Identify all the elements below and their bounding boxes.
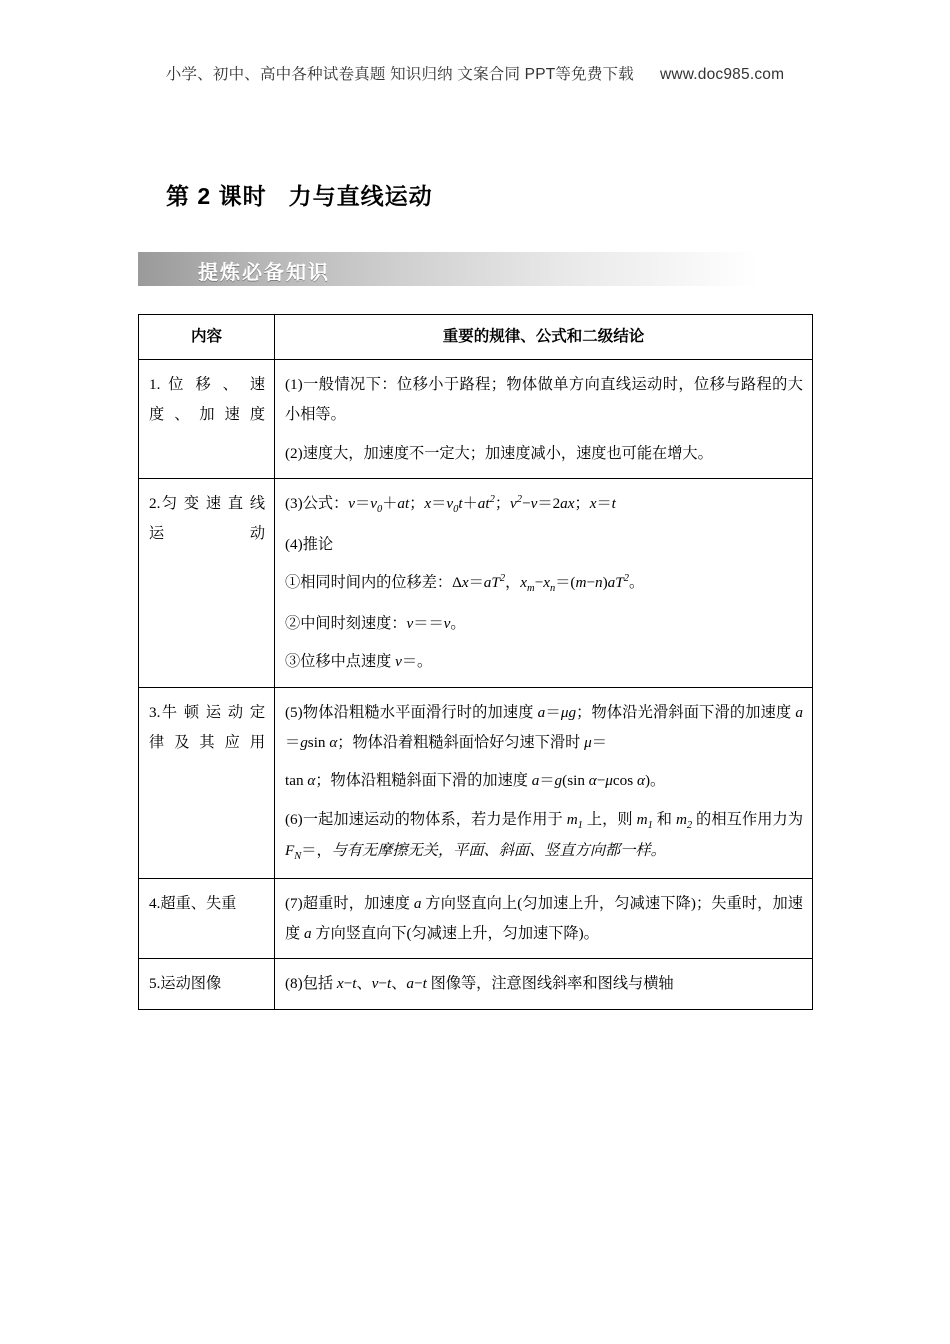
row-label: 3.牛 顿 运 动 定律及其应用 [139, 688, 275, 879]
table-row [139, 878, 813, 958]
table-row [139, 479, 813, 688]
lesson-name: 力与直线运动 [288, 183, 433, 209]
row-label: 1. 位 移 、 速 度、加速度 [139, 360, 275, 479]
row-paragraph-newton-a: (5)物体沿粗糙水平面滑行时的加速度 a＝μg；物体沿光滑斜面下滑的加速度 a＝gsin α；物体沿着粗糙斜面恰好匀速下滑时 μ＝ [285, 704, 804, 751]
row-paragraph-mid-position-velocity: ③位移中点速度 v＝。 [285, 653, 433, 671]
table-row [139, 688, 813, 879]
row-paragraph: (2)速度大，加速度不一定大；加速度减小，速度也可能在增大。 [285, 444, 713, 462]
row-paragraph: (4)推论 [285, 535, 334, 553]
lesson-number: 第 2 课时 [166, 183, 267, 209]
page-header-note [0, 62, 950, 84]
table-header-row [139, 315, 813, 360]
row-label: 5.运动图像 [139, 959, 275, 1010]
column-header-content: 内容 [139, 315, 275, 360]
column-header-rules: 重要的规律、公式和二级结论 [275, 315, 813, 360]
row-paragraph-formula: (3)公式：$v=v_0+at$；$x=v_0t+at^2$；$v^2-v=2ax$；x＝t [285, 494, 616, 516]
row-paragraph-newton-b: tan α；物体沿粗糙斜面下滑的加速度 a＝g(sin α−μcos α)。 [285, 772, 666, 790]
row-paragraph-displacement-diff: ①相同时间内的位移差：$\Delta x=aT^2$，$x_m-x_n=(m-n)aT^2$。 [285, 573, 645, 595]
row-label: 2.匀 变 速 直 线运动 [139, 479, 275, 688]
table-row [139, 959, 813, 1010]
row-content [275, 479, 813, 688]
row-paragraph: (1)一般情况下：位移小于路程；物体做单方向直线运动时，位移与路程的大小相等。 [285, 376, 803, 423]
banner-label: 提炼必备知识 [198, 262, 330, 284]
section-banner [138, 252, 758, 286]
knowledge-table [138, 314, 813, 1010]
header-site-url: www.doc985.com [659, 66, 785, 83]
table-row [139, 360, 813, 479]
page-title [166, 178, 433, 211]
row-label: 4.超重、失重 [139, 878, 275, 958]
row-paragraph-newton-c: (6)一起加速运动的物体系，若力是作用于 $m_1$ 上，则 $m_1$ 和 $m_2$ 的相互作用力为 $F_N=$，与有无摩擦无关，平面、斜面、竖直方向都一样。 [285, 810, 804, 863]
row-paragraph-weight: (7)超重时，加速度 a 方向竖直向上(匀加速上升，匀减速下降)；失重时，加速度 a 方向竖直向下(匀减速上升，匀加速下降)。 [285, 894, 803, 942]
row-content [275, 878, 813, 958]
row-paragraph-mid-time-velocity: ②中间时刻速度：v＝＝v。 [285, 614, 466, 632]
row-content [275, 959, 813, 1010]
row-content [275, 688, 813, 879]
row-content [275, 360, 813, 479]
row-paragraph-graphs: (8)包括 x−t、v−t、a−t 图像等，注意图线斜率和图线与横轴 [285, 975, 674, 993]
header-note-text: 小学、初中、高中各种试卷真题 知识归纳 文案合同 PPT等免费下载 [165, 66, 634, 83]
